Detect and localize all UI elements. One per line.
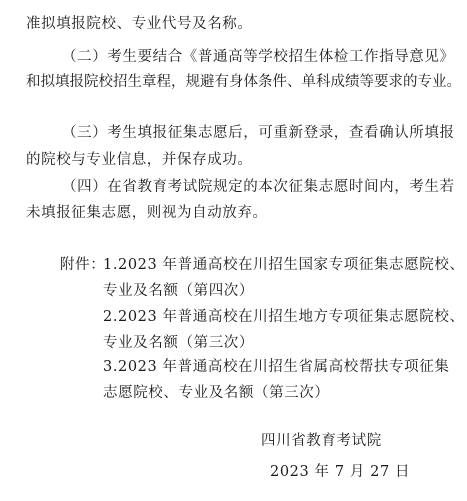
issue-date: 2023 年 7 月 27 日 xyxy=(270,464,411,480)
paragraph-continuation: 准拟填报院校、专业代号及名称。 xyxy=(26,16,253,32)
attachments-label: 附件： xyxy=(60,257,106,273)
attachment-2-line-2: 专业及名额（第三次） xyxy=(103,335,254,351)
paragraph-2-line-2: 和拟填报院校招生章程，规避有身体条件、单科成绩等要求的专业。 xyxy=(26,74,461,90)
attachment-1-line-2: 专业及名额（第四次） xyxy=(103,283,254,299)
paragraph-3-line-1: （三）考生填报征集志愿后，可重新登录，查看确认所填报 xyxy=(62,125,455,141)
paragraph-2-line-1: （二）考生要结合《普通高等学校招生体检工作指导意见》 xyxy=(62,49,455,65)
issuing-organization: 四川省教育考试院 xyxy=(261,433,382,449)
paragraph-4-line-2: 未填报征集志愿，则视为自动放弃。 xyxy=(26,205,268,221)
attachment-3-line-2: 志愿院校、专业及名额（第三次） xyxy=(103,385,330,401)
paragraph-3-line-2: 的院校与专业信息，并保存成功。 xyxy=(26,152,253,168)
attachment-3-line-1: 3.2023 年普通高校在川招生省属高校帮扶专项征集 xyxy=(103,359,450,375)
paragraph-4-line-1: （四）在省教育考试院规定的本次征集志愿时间内，考生若 xyxy=(62,179,455,195)
attachment-2-line-1: 2.2023 年普通高校在川招生地方专项征集志愿院校、 xyxy=(103,309,465,325)
attachment-1-line-1: 1.2023 年普通高校在川招生国家专项征集志愿院校、 xyxy=(103,257,465,273)
